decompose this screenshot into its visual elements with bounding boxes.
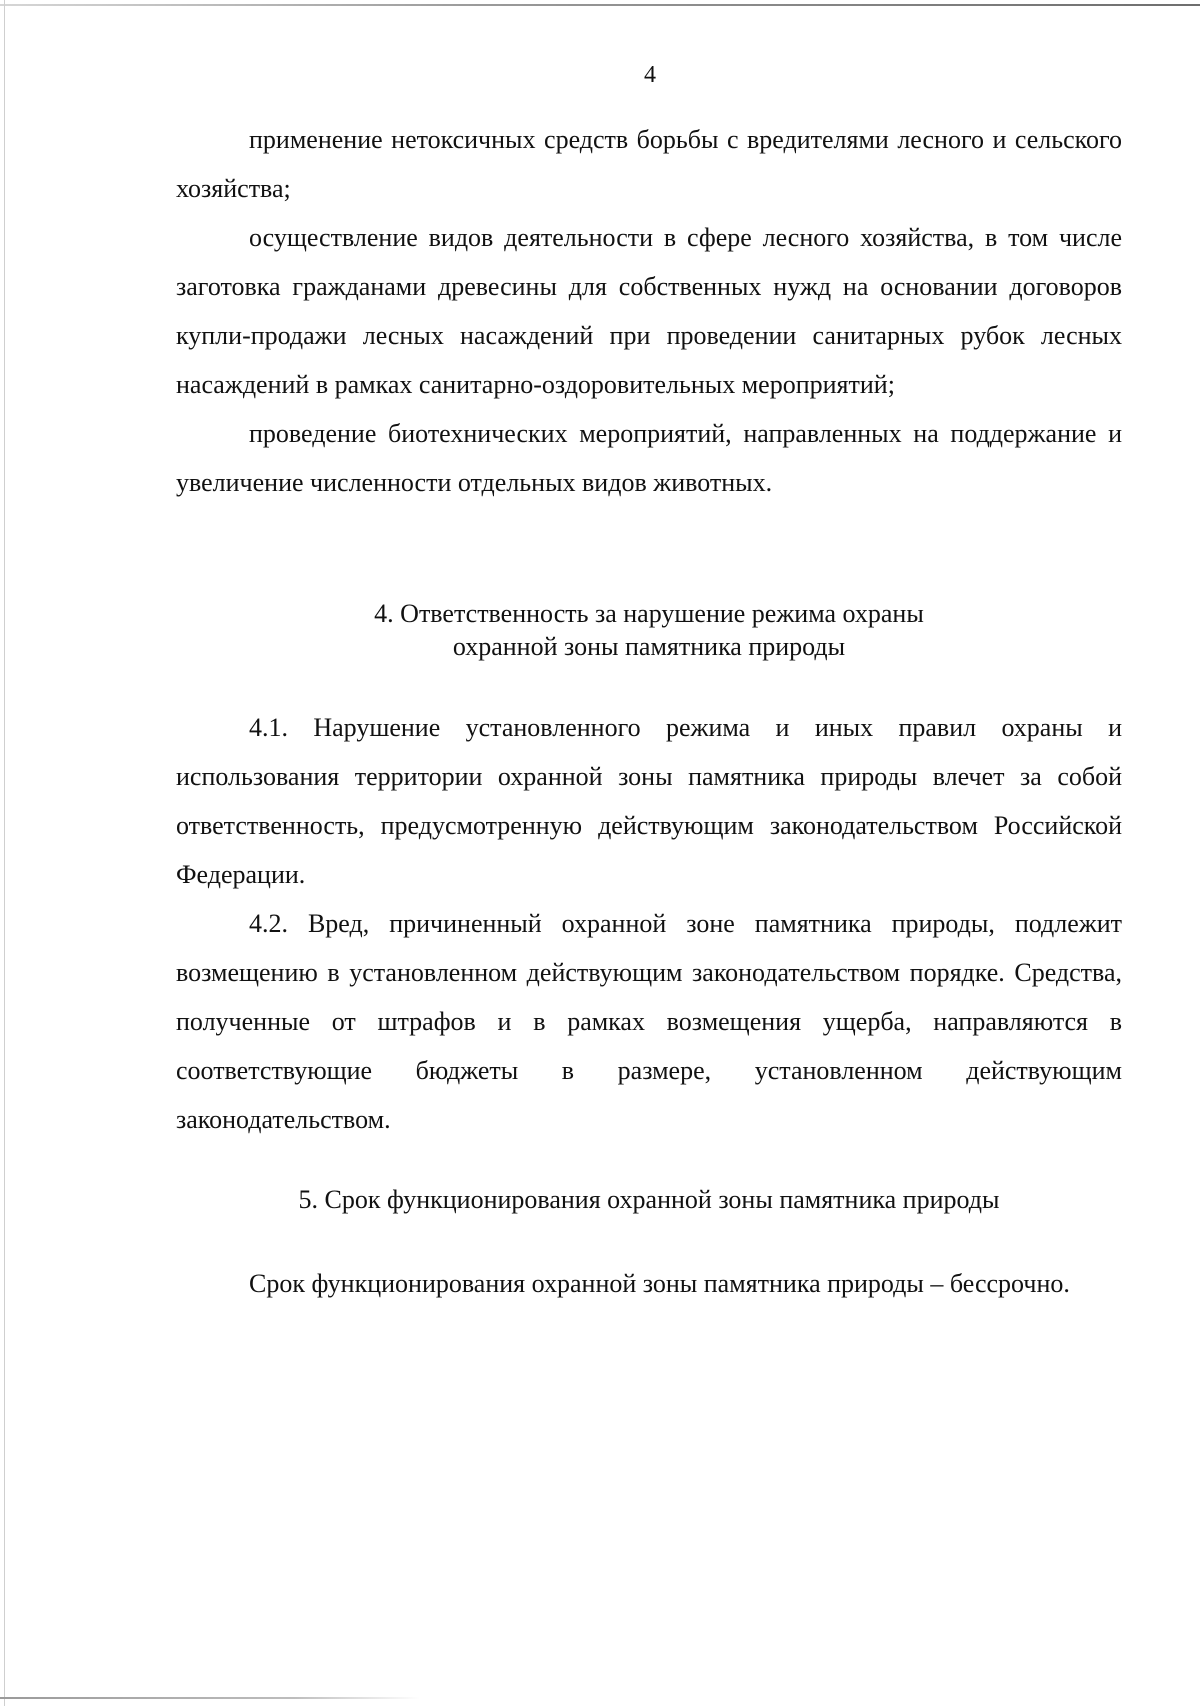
section-5-heading <box>176 1183 1122 1216</box>
paragraph-pest-control: применение нетоксичных средств борьбы с вредителями лесного и сельского хозяйства; <box>176 125 1122 203</box>
section-4-heading <box>176 597 1122 663</box>
section-4-body <box>176 703 1122 1144</box>
paragraph-duration: Срок функционирования охранной зоны памятника природы – бессрочно. <box>249 1269 1070 1298</box>
scan-edge-top <box>0 4 1200 6</box>
section-5-heading-text: 5. Срок функционирования охранной зоны памятника природы <box>298 1185 1000 1214</box>
paragraph-4-2: 4.2. Вред, причиненный охранной зоне памятника природы, подлежит возмещению в установленном действующим законодательством порядке. Средства, полученные от штрафов и в рамках возмещения ущерба, направляются в соответствующие бюджеты в размере, установленном действующим законодательством. <box>176 909 1122 1134</box>
paragraph-forestry-activities: осуществление видов деятельности в сфере лесного хозяйства, в том числе заготовка гражданами древесины для собственных нужд на основании договоров купли-продажи лесных насаждений при проведении санитарных рубок лесных насаждений в рамках санитарно-оздоровительных мероприятий; <box>176 223 1122 399</box>
scan-edge-left <box>4 0 5 1706</box>
section-5-body <box>176 1259 1122 1308</box>
section-4-heading-line-2: охранной зоны памятника природы <box>452 632 846 661</box>
paragraph-biotechnical-measures: проведение биотехнических мероприятий, направленных на поддержание и увеличение численности отдельных видов животных. <box>176 419 1122 497</box>
page-number: 4 <box>644 62 656 88</box>
section-3-continuation <box>176 115 1122 507</box>
section-4-heading-line-1: 4. Ответственность за нарушение режима охраны <box>374 599 924 628</box>
paragraph-4-1: 4.1. Нарушение установленного режима и иных правил охраны и использования территории охранной зоны памятника природы влечет за собой ответственность, предусмотренную действующим законодательством Российской Федерации. <box>176 713 1122 889</box>
scan-edge-bottom <box>0 1697 420 1699</box>
